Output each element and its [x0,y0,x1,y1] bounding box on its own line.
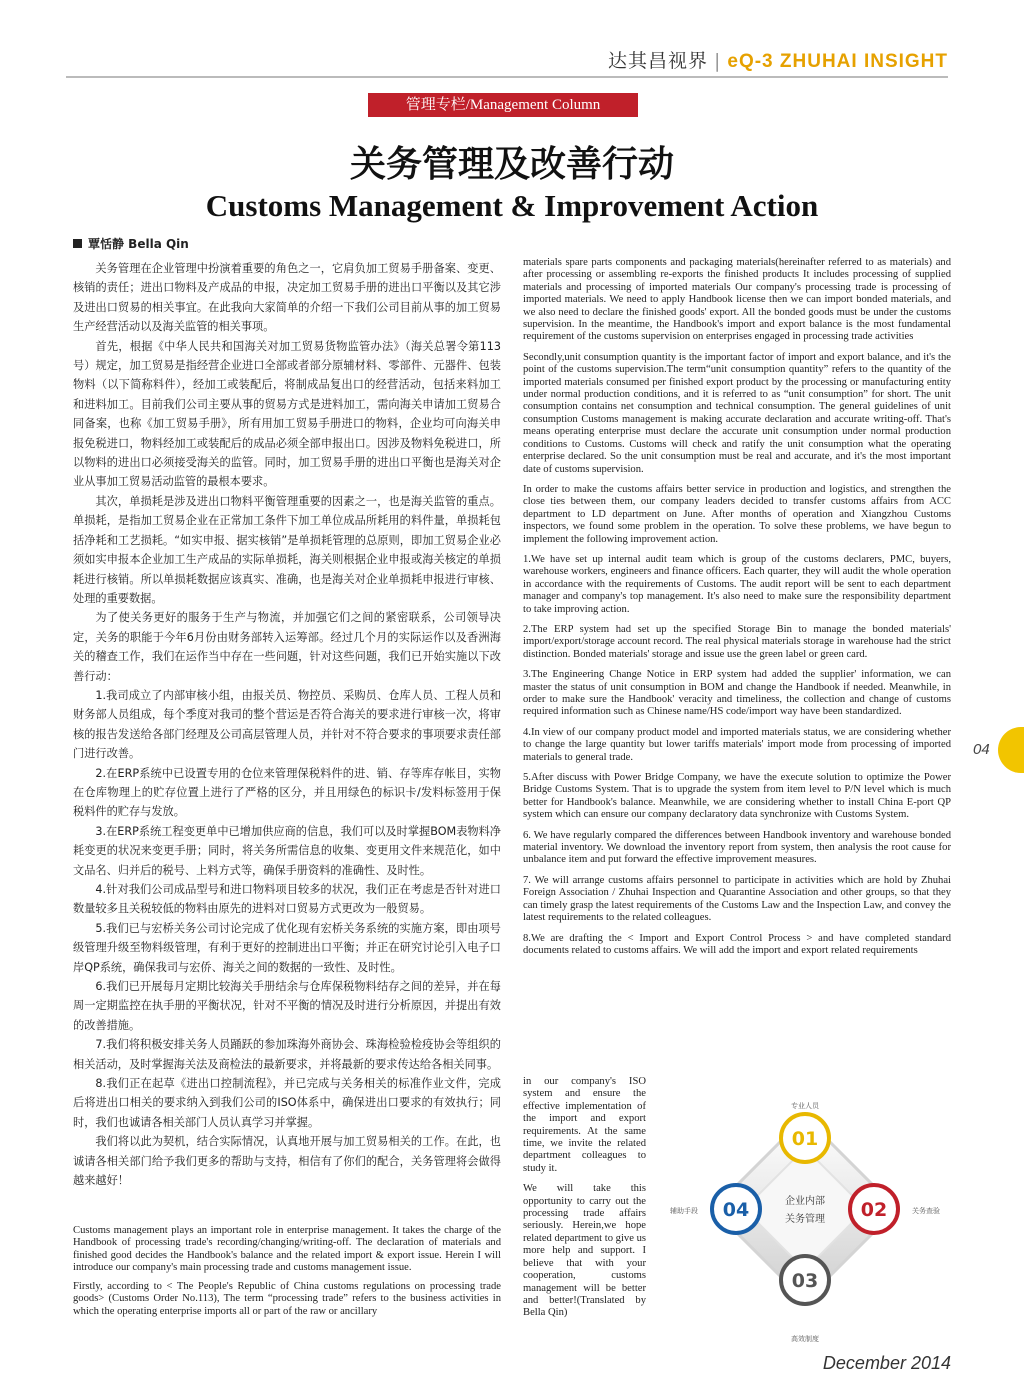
header-brand [608,46,948,73]
diagram-node-number: 04 [722,1199,750,1221]
en-paragraph: in our company's ISO system and ensure the effective implementation of the import and export requirements. At the same time, we invite the related department colleagues to study it. [523,1076,646,1174]
cn-paragraph: 其次，单损耗是涉及进出口物料平衡管理重要的因素之一，也是海关监管的重点。单损耗，是指加工贸易企业在正常加工条件下加工单位成品所耗用的料件量，单损耗包括净耗和工艺损耗。“如实申报、据实核销”是单损耗管理的总原则，即加工贸易企业必须如实申报本企业加工生产成品的实际单损耗，海关则根据企业申报或海关核定的单损耗进行核销。所以单损耗数据应该真实、准确，也是海关对企业单损耗申报进行审核、处理的重要数据。 [73,494,501,605]
management-diagram [660,1096,950,1352]
diagram-node-number: 01 [791,1128,819,1150]
en-paragraph: 7. We will arrange customs affairs personnel to participate in activities which are hold by Zhuhai Foreign Association / Zhuhai Inspection and Quarantine Association and other groups, so that they can timely grasp the latest requirements of the Customs Law and the Inspection Law, and convey the latest requirements to the related colleagues. [523,874,951,924]
issue-date: December 2014 [822,1353,951,1373]
article-title-cn: 关务管理及改善行动 [349,143,674,185]
cn-paragraph: 3.在ERP系统工程变更单中已增加供应商的信息，我们可以及时掌握BOM表物料净耗变更的状况来变更手册；同时，将关务所需信息的收集、变更用文件来规范化，如中文品名、归并后的税号、上料方式等，确保手册资料的准确性、及时性。 [73,824,501,877]
diagram-node-number: 02 [860,1199,888,1221]
en-paragraph: We will take this opportunity to carry out the processing trade affairs seriously. Herein,we hope related department to give us more help and support. I believe that with your cooperation, customs management will be better and better!(Translated by Bella Qin) [523,1183,646,1319]
cn-paragraph: 4.针对我们公司成品型号和进口物料项目较多的状况，我们正在考虑是否针对进口数量较多且关税较低的物料由原先的进料对口贸易方式更改为一般贸易。 [73,883,501,916]
bullet-square-icon [73,239,82,248]
en-paragraph: materials spare parts components and packaging materials(hereinafter referred to as materials) and after processing or assembling re-exports the finished products It includes processing of supplied materials and processing of imported materials Our company's processing trade is processing of imported materials. We need to apply Handbook license then we can import bonded materials, and we also need to declare the finished goods' export. All the bonded goods must be under the customs supervision. In the meantime, the Handbook's import and export balance is the most fundamental requirement of the customs supervision on enterprises engaged in processing trade activities [523,257,951,343]
cn-paragraph: 2.在ERP系统中已设置专用的仓位来管理保税料件的进、销、存等库存帐目，实物在仓库物理上的贮存位置上进行了严格的区分，并且用绿色的标识卡/发料标签用于保税料件的贮存与发放。 [73,766,501,819]
cn-paragraph: 我们将以此为契机，结合实际情况，认真地开展与加工贸易相关的工作。在此，也诚请各相关部门给予我们更多的帮助与支持，相信有了你们的配合，关务管理将会做得越来越好！ [73,1135,501,1188]
author-byline [73,235,189,252]
en-paragraph: Firstly, according to < The People's Republic of China customs regulations on processing trade goods> (Customs Order No.113), The term “processing trade” refers to the business activities in which the operating enterprise imports all or part of the raw or ancillary [73,1281,501,1317]
diagram-center-line1: 企业内部 [785,1196,825,1207]
en-paragraph: 4.In view of our company product model and imported materials status, we are considering whether to change the large quantity but lower tariffs materials' import mode from processing of imported materials to general trade. [523,726,951,763]
chinese-body [73,259,501,1191]
diagram-node-label: 关务查验 [912,1207,940,1215]
en-paragraph: Secondly,unit consumption quantity is the important factor of import and export balance, and it's the point of the customs supervision.The term“unit consumption quantity” refers to the quantity of the imported materials consumed per finished export product by the processing or manufacturing entity under normal production conditions, and it is referred to as “unit consumption” for short. The unit consumption contains net consumption and technical consumption. The general guidelines of unit consumption Customs management is making accurate declaration and accurate writing-off. That's means operating enterprise must declare the accurate unit consumption under normal production conditions to Customs. Customs will check and ratify the unit consumption what the operating enterprise declared. So the unit consumption must be real and accurate, and it's the most important date of customs supervision. [523,351,951,475]
cn-paragraph: 8.我们正在起草《进出口控制流程》，并已完成与关务相关的标准作业文件，完成后将进出口相关的要求纳入到我们公司的ISO体系中，确保进出口要求的有效执行；同时，我们也诚请各相关部门人员认真学习并掌握。 [73,1077,501,1129]
diagram-node-number: 03 [791,1270,819,1292]
brand-cn: 达其昌视界 [607,50,708,72]
cn-paragraph: 5.我们已与宏桥关务公司讨论完成了优化现有宏桥关务系统的实施方案，即由项号级管理升级至物料级管理，有利于更好的控制进出口平衡；并正在研究讨论引入电子口岸QP系统，确保我司与宏侨、海关之间的数据的一致性、及时性。 [73,921,501,974]
en-paragraph: 2.The ERP system had set up the specified Storage Bin to manage the bonded materials' import/export/storage account record. The real physical materials storage in warehouse had the strict distinction. Bonded materials' storage and issue use the green label or green card. [523,623,951,660]
author-name: 覃恬静 Bella Qin [88,237,189,251]
diagram-center-line2: 关务管理 [785,1214,825,1225]
en-paragraph: 1.We have set up internal audit team which is group of the customs declarers, PMC, buyers, warehouse workers, engineers and finance officers. Each quarter, they will audit the whole operation in accordance with the requirements of Customs. The audit report will be sent to each department manager and company's top management. It's also need to make sure the responsibility department to take improving action. [523,553,951,615]
cn-paragraph: 为了使关务更好的服务于生产与物流，并加强它们之间的紧密联系，公司领导决定，关务的职能于今年6月份由财务部转入运筹部。经过几个月的实际运作以及香洲海关的稽查工作，我们在运作当中存在一些问题，针对这些问题，我们已开始实施以下改善行动： [73,611,501,683]
en-paragraph: Customs management plays an important role in enterprise management. It takes the charge of the Handbook of processing trade's recording/changing/writing-off. The declaration of materials and finished good decides the Handbook's balance and the related import & export issue. Herein I will introduce our company's main processing trade and customs management issue. [73,1225,501,1273]
column-label: 管理专栏/Management Column [368,93,638,117]
cn-paragraph: 首先，根据《中华人民共和国海关对加工贸易货物监管办法》（海关总署令第113号）规定，加工贸易是指经营企业进口全部或者部分原辅材料、零部件、元器件、包装物料（以下简称料件），经加工或装配后，将制成品复出口的经营活动，包括来料加工和进料加工。目前我们公司主要从事的贸易方式是进料加工，需向海关申请加工贸易合同备案，也称《加工贸易手册》，所有用加工贸易手册进口的物料，企业均可向海关申报免税进口，物料经加工或装配后的成品必须全部申报出口。因涉及物料免税进口，所以物料的进出口必须接受海关的监管。同时，加工贸易手册的进出口平衡也是海关对企业从事加工贸易活动监管的最根本要求。 [73,339,501,489]
english-body-left [73,1225,501,1325]
cn-paragraph: 6.我们已开展每月定期比较海关手册结余与仓库保税物料结存之间的差异，并在每周一定期监控在执手册的平衡状况，针对不平衡的情况及时进行分析原因，并提出有效的改善措施。 [73,980,501,1032]
brand-en: eQ-3 ZHUHAI INSIGHT [727,51,948,72]
en-paragraph: 8.We are drafting the < Import and Export Control Process > and have completed standard documents related to customs affairs. We will add the import and export related requirements [523,932,951,956]
cn-paragraph: 关务管理在企业管理中扮演着重要的角色之一，它肩负加工贸易手册备案、变更、核销的责任；进出口物料及产成品的申报，决定加工贸易手册的进出口平衡以及其它涉及进出口贸易的相关事宜。在此我向大家简单的介绍一下我们公司目前从事的加工贸易生产经营活动以及海关监管的相关事项。 [73,262,501,334]
cn-paragraph: 1.我司成立了内部审核小组，由报关员、物控员、采购员、仓库人员、工程人员和财务部人员组成，每个季度对我司的整个营运是否符合海关的要求进行审核一次，将审核的报告发送给各部门经理及公司高层管理人员，并针对不符合要求的事项要求责任部门进行改善。 [73,688,501,761]
brand-separator: | [713,50,722,72]
diagram-node-label: 专业人员 [791,1102,819,1110]
english-body-right [523,257,951,965]
en-paragraph: In order to make the customs affairs better service in production and logistics, and strengthen the close ties between them, our company leaders decided to transfer customs affairs from ACC department to LD department on June. After months of operation and Xiangzhou Customs inspectors, we found some problem in the operation. To solve these problems, we have begun to implement the following improvement action. [523,483,951,545]
article-title-en: Customs Management & Improvement Action [205,188,819,223]
en-paragraph: 5.After discuss with Power Bridge Company, we have the execute solution to optimize the Power Bridge Customs System. That is to upgrade the system from item level to P/N level which is much better for Handbook's balance. Meanwhile, we are considering whether to install China E-port QP system which can ensure our company declaratory data synchronize with Customs System. [523,772,951,821]
cn-paragraph: 7.我们将积极安排关务人员踊跃的参加珠海外商协会、珠海检验检疫协会等组织的相关活动，及时掌握海关法及商检法的最新要求，并将最新的要求传达给各相关同事。 [73,1038,501,1071]
en-paragraph: 6. We have regularly compared the differences between Handbook inventory and warehouse bonded material inventory. We download the inventory report from system, then analysis the root cause for unbalance item and put forward the effective improvement measures. [523,829,951,866]
en-paragraph: 3.The Engineering Change Notice in ERP system had added the supplier' information, we can master the status of unit consumption in BOM and change the Handbook if needed. Meanwhile, in order to make sure the Handbook' veracity and timeliness, the collection and change of customs required information such as Chinese name/HS code/import way have been standardized. [523,669,951,718]
page-number: 04 [973,741,990,758]
english-body-narrow [523,1076,646,1328]
page-tab-marker [998,727,1024,773]
diagram-node-label: 高效制度 [791,1335,819,1343]
header-divider [66,76,948,78]
diagram-node-label: 辅助手段 [670,1207,698,1215]
